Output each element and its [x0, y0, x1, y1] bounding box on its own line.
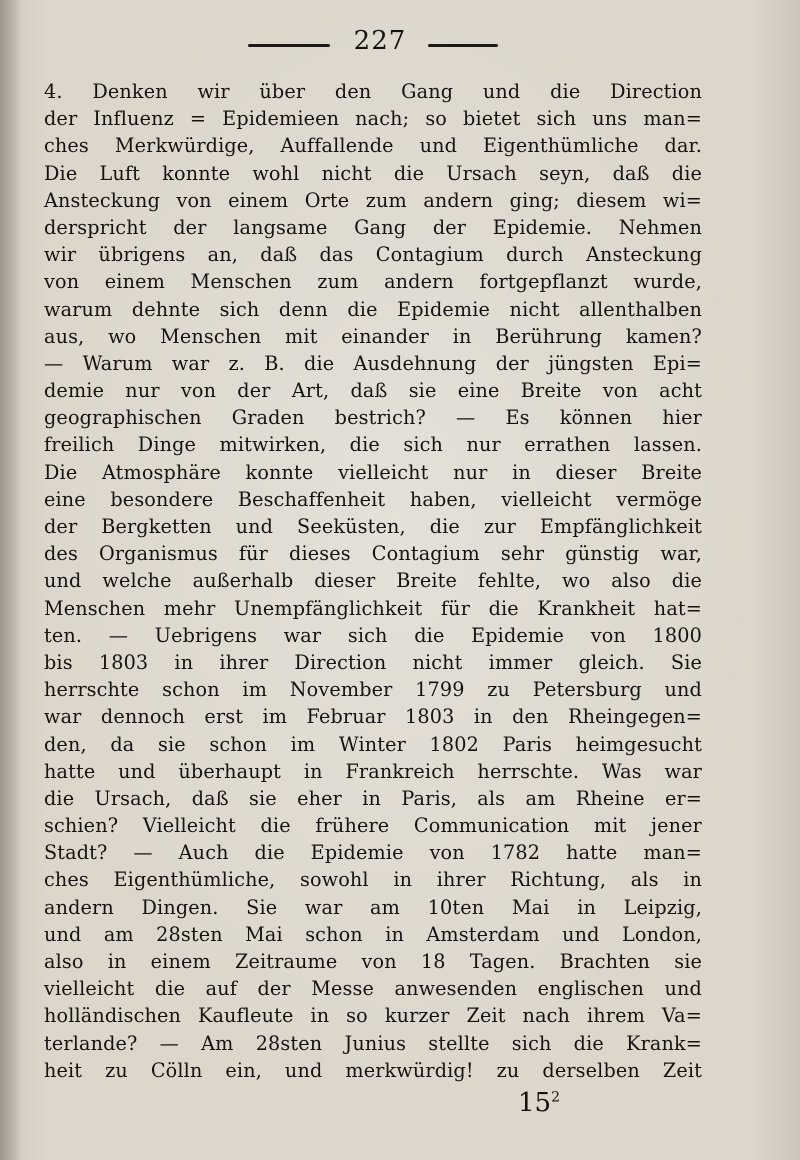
text-line: heit zu Cölln ein, und merkwürdig! zu derselben Zeit [44, 1058, 702, 1082]
header-rule-left [248, 44, 330, 47]
text-line: 4. Denken wir über den Gang und die Direction [44, 80, 702, 103]
text-line: vielleicht die auf der Messe anwesenden englischen und [44, 977, 702, 1001]
text-line: die Ursach, daß sie eher in Paris, als am Rheine er= [44, 786, 702, 810]
text-line: Menschen mehr Unempfänglichkeit für die Krankheit hat= [44, 596, 702, 620]
text-line: andern Dingen. Sie war am 10ten Mai in Leipzig, [44, 895, 702, 919]
text-line: von einem Menschen zum andern fortgepflanzt wurde, [44, 270, 702, 294]
text-line: herrschte schon im November 1799 zu Petersburg und [44, 678, 702, 702]
text-line: — Warum war z. B. die Ausdehnung der jüngsten Epi= [44, 351, 702, 375]
spine-shadow [0, 0, 22, 1160]
text-line: holländischen Kaufleute in so kurzer Zeit nach ihrem Va= [44, 1004, 702, 1028]
page-number: 227 [353, 26, 407, 56]
page-header [0, 24, 800, 64]
text-line: also in einem Zeitraume von 18 Tagen. Brachten sie [44, 950, 702, 973]
text-line: terlande? — Am 28sten Junius stellte sich die Krank= [44, 1031, 702, 1055]
text-line: ten. — Uebrigens war sich die Epidemie von 1800 [44, 623, 702, 647]
text-line: der Bergketten und Seeküsten, die zur Empfänglichkeit [44, 515, 702, 538]
text-line: des Organismus für dieses Contagium sehr günstig war, [44, 542, 702, 566]
header-rule-right [428, 44, 498, 47]
printer-signature-mark [518, 1088, 598, 1128]
text-line: ches Eigenthümliche, sowohl in ihrer Richtung, als in [44, 868, 702, 892]
text-line: demie nur von der Art, daß sie eine Breite von acht [44, 379, 702, 403]
text-line: wir übrigens an, daß das Contagium durch Ansteckung [44, 243, 702, 267]
text-line: bis 1803 in ihrer Direction nicht immer gleich. Sie [44, 650, 702, 674]
body-text [44, 78, 702, 1084]
text-line: war dennoch erst im Februar 1803 in den Rheingegen= [44, 705, 702, 729]
signature-superscript: 2 [551, 1089, 561, 1106]
text-line: der Influenz = Epidemieen nach; so bietet sich uns man= [44, 107, 702, 131]
text-line: aus, wo Menschen mit einander in Berührung kamen? [44, 324, 702, 348]
text-line: freilich Dinge mitwirken, die sich nur errathen lassen. [44, 433, 702, 457]
text-line: derspricht der langsame Gang der Epidemie. Nehmen [44, 215, 702, 239]
text-line: und welche außerhalb dieser Breite fehlte, wo also die [44, 569, 702, 593]
text-line: geographischen Graden bestrich? — Es können hier [44, 406, 702, 430]
text-line: und am 28sten Mai schon in Amsterdam und London, [44, 922, 702, 946]
text-line: Die Luft konnte wohl nicht die Ursach seyn, daß die [44, 161, 702, 185]
text-line: den, da sie schon im Winter 1802 Paris heimgesucht [44, 732, 702, 756]
text-line: Die Atmosphäre konnte vielleicht nur in dieser Breite [44, 460, 702, 484]
text-line: Stadt? — Auch die Epidemie von 1782 hatte man= [44, 841, 702, 865]
signature-number: 15 [518, 1088, 552, 1118]
text-line: hatte und überhaupt in Frankreich herrschte. Was war [44, 759, 702, 783]
text-line: ches Merkwürdige, Auffallende und Eigenthümliche dar. [44, 134, 702, 158]
text-line: Ansteckung von einem Orte zum andern ging; diesem wi= [44, 188, 702, 212]
text-line: warum dehnte sich denn die Epidemie nicht allenthalben [44, 297, 702, 321]
text-line: schien? Vielleicht die frühere Communication mit jener [44, 814, 702, 838]
text-line: eine besondere Beschaffenheit haben, vielleicht vermöge [44, 487, 702, 511]
